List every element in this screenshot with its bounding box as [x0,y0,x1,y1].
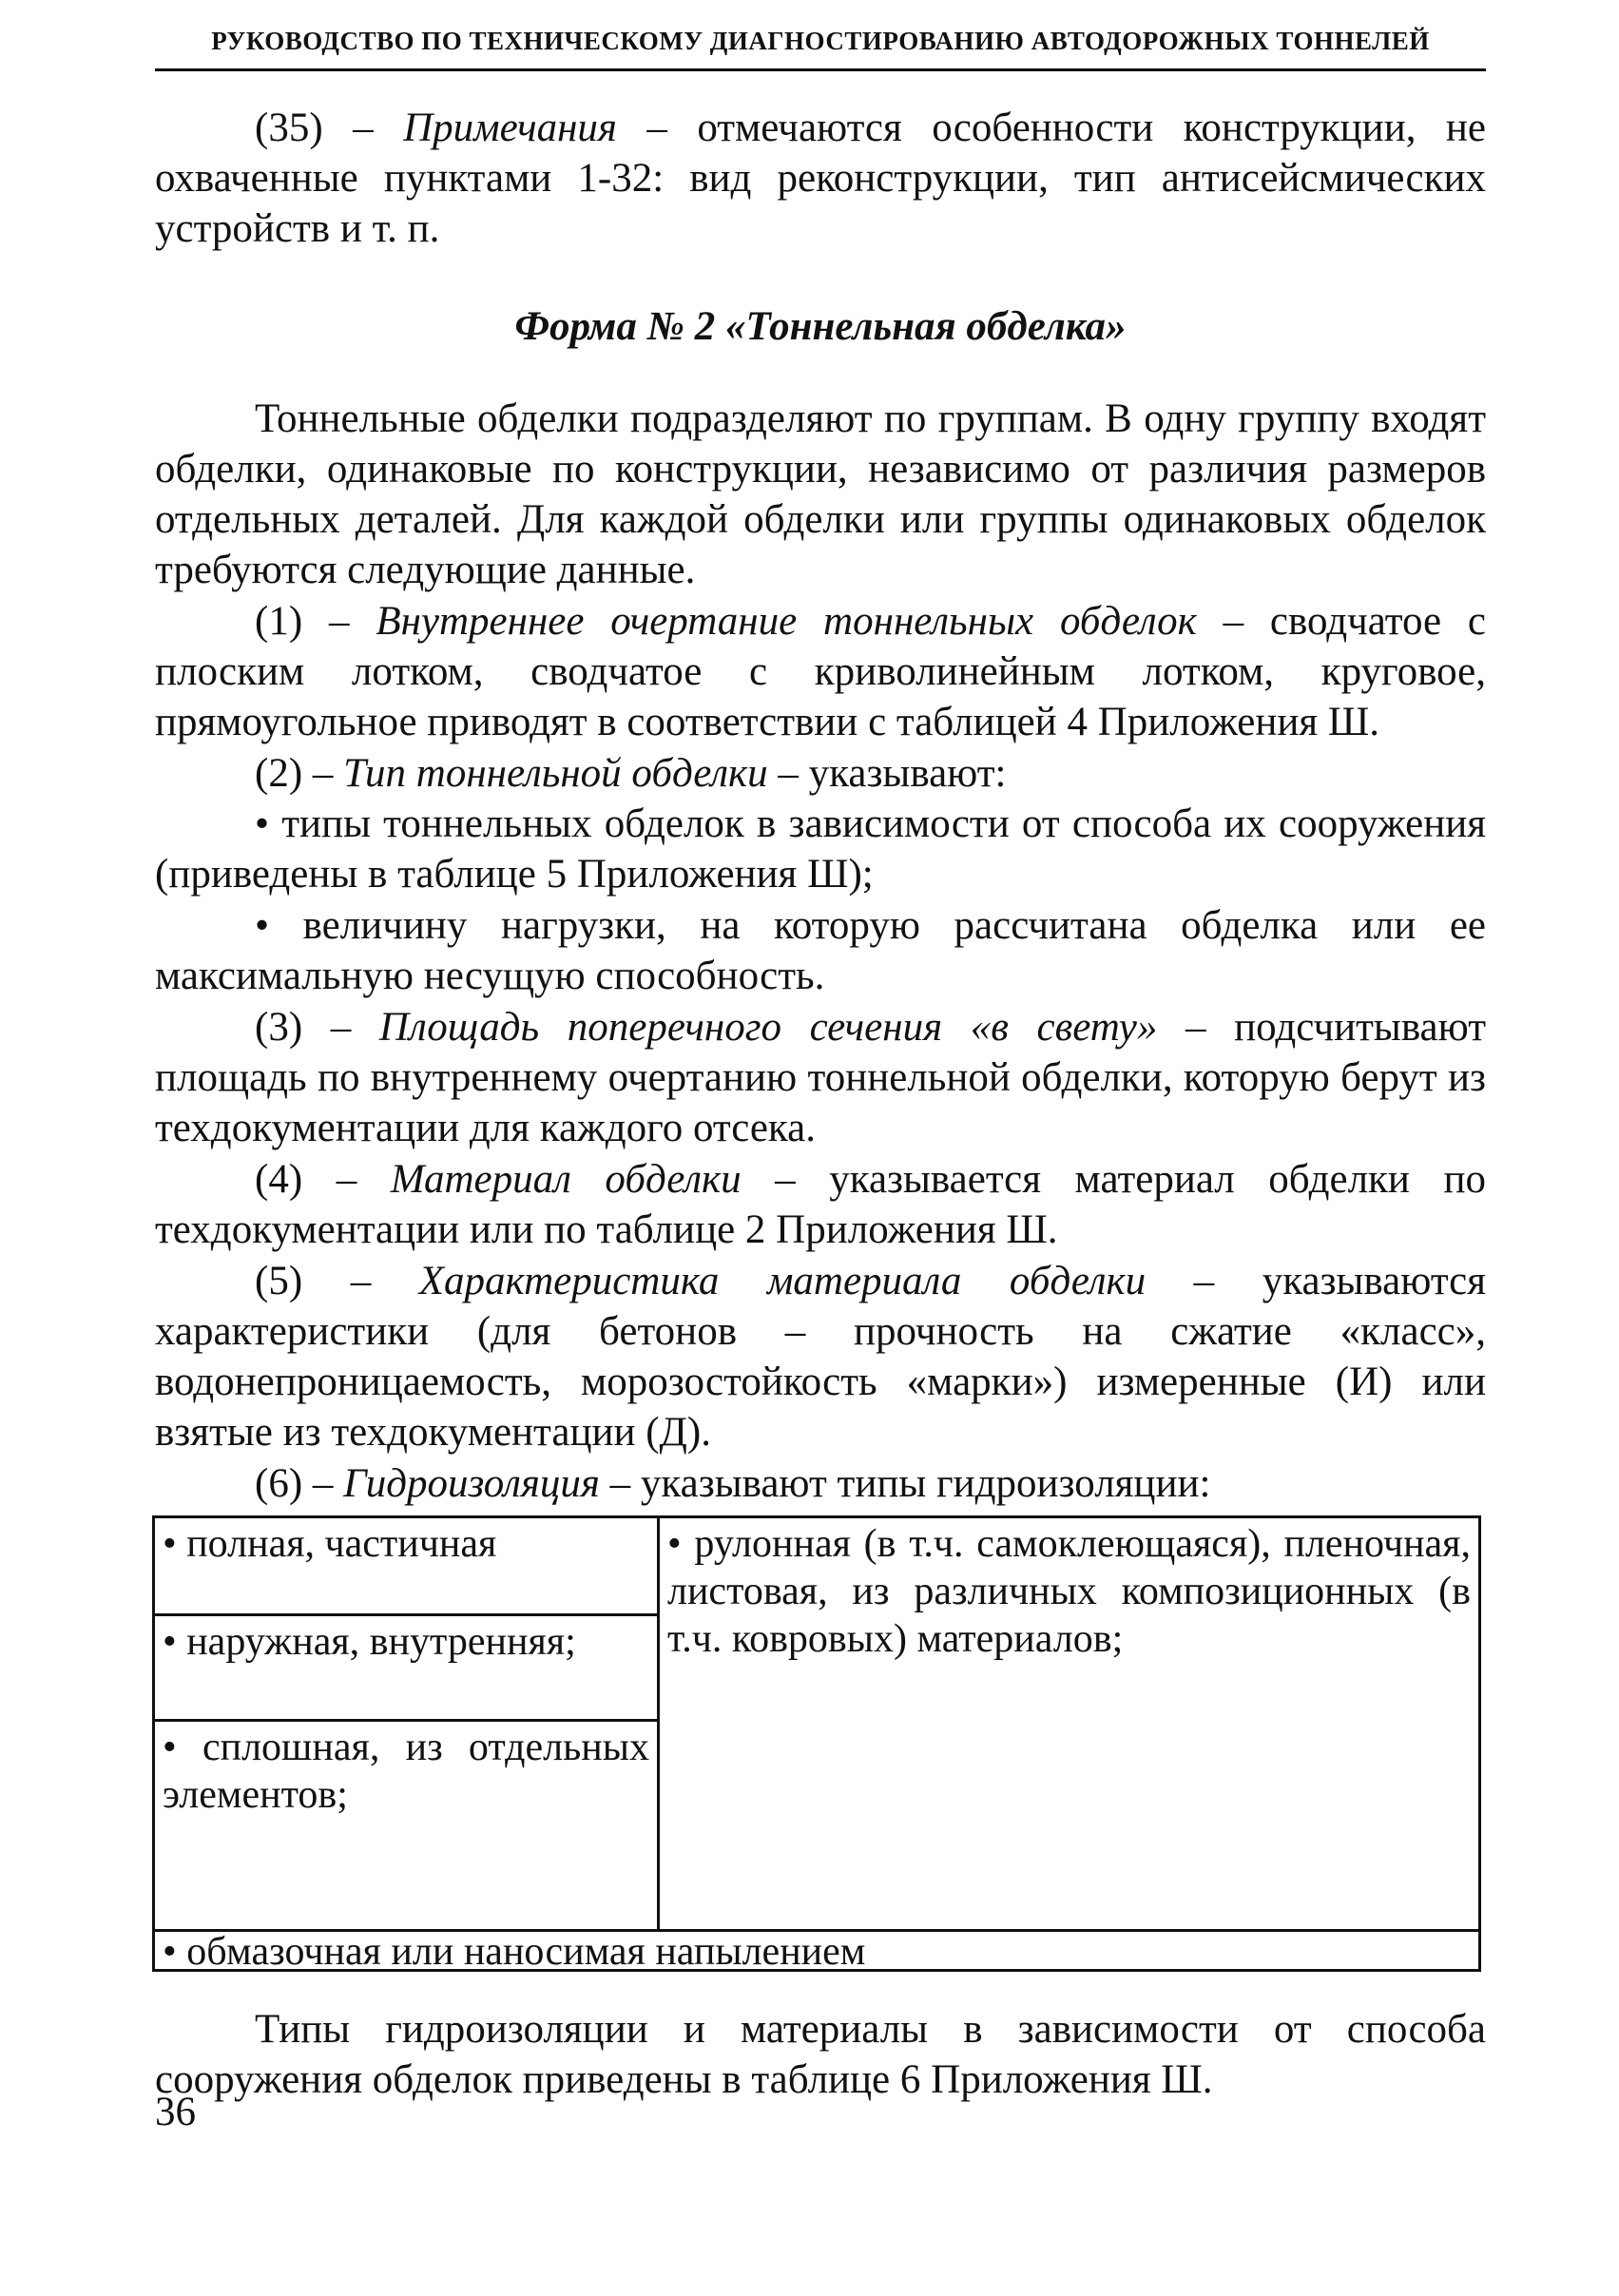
item-term: Тип тоннельной обделки [343,751,768,796]
section-heading: Форма № 2 «Тоннельная обделка» [514,304,1127,349]
item-3-paragraph [155,1002,1486,1153]
item-text: – указываются характеристики (для бетонов – прочность на сжатие «класс», водонепроницаемость, морозостойкость «марки») измеренные (И) или взятые из техдокументации (Д). [155,1259,1486,1455]
item-term: Материал обделки [390,1157,742,1202]
item-number: (4) – [255,1157,391,1202]
item-number: (3) – [255,1005,379,1050]
item-text: – указывают типы гидроизоляции: [599,1461,1211,1506]
page-number: 36 [155,2090,196,2134]
item-number: (1) – [255,599,376,644]
waterproofing-table [152,1515,1481,1972]
item-4-paragraph [155,1154,1486,1255]
item-number: (6) – [255,1461,344,1506]
item-text: – указывается материал обделки по техдокументации или по таблице 2 Приложения Ш. [155,1157,1487,1252]
intro-paragraph: Тоннельные обделки подразделяют по группам. В одну группу входят обделки, одинаковые по конструкции, независимо от различия размеров отдельных деталей. Для каждой обделки или группы одинаковых обделок требуются следующие данные. [155,396,1486,592]
item-number: (35) – [255,106,404,150]
table-cell: • полная, частичная [163,1522,497,1566]
item-term: Примечания [403,106,617,150]
item-text: – сводчатое с плоским лотком, сводчатое с криволинейным лотком, круговое, прямоугольное приводят в соответствии с таблицей 4 Приложения Ш. [155,599,1486,744]
item-5-paragraph [155,1256,1486,1457]
item-1-paragraph [155,596,1486,747]
bullet-item: • типы тоннельных обделок в зависимости от способа их сооружения (приведены в таблице 5 Приложения Ш); [155,801,1486,897]
item-number: (5) – [255,1259,419,1303]
running-header: РУКОВОДСТВО ПО ТЕХНИЧЕСКОМУ ДИАГНОСТИРОВАНИЮ АВТОДОРОЖНЫХ ТОННЕЛЕЙ [211,27,1430,55]
item-term: Площадь поперечного сечения «в свету» [378,1005,1158,1050]
item-text: – подсчитывают площадь по внутреннему очертанию тоннельной обделки, которую берут из техдокументации для каждого отсека. [155,1005,1486,1150]
header-rule [155,68,1486,71]
table-cell: • сплошная, из отдельных элементов; [163,1726,649,1817]
item-text: – отмечаются особенности конструкции, не охваченные пунктами 1-32: вид реконструкции, тип антисейсмических устройств и т. п. [155,106,1487,251]
item-term: Характеристика материала обделки [418,1259,1147,1303]
item-2-paragraph [155,748,1486,799]
after-table-paragraph: Типы гидроизоляции и материалы в зависимости от способа сооружения обделок приведены в таблице 6 Приложения Ш. [155,2007,1486,2102]
bullet-item: • величину нагрузки, на которую рассчитана обделка или ее максимальную несущую способность. [155,903,1486,998]
table-cell: • обмазочная или наносимая напылением [163,1930,866,1974]
item-term: Внутреннее очертание тоннельных обделок [376,599,1197,644]
table-cell: • рулонная (в т.ч. самоклеющаяся), пленочная, листовая, из различных композиционных (в т.ч. ковровых) материалов; [667,1522,1471,1661]
item-number: (2) – [255,751,344,796]
table-cell: • наружная, внутренняя; [163,1620,576,1664]
item-term: Гидроизоляция [343,1461,600,1506]
item-6-paragraph [155,1458,1486,1509]
note-35-paragraph [155,103,1486,254]
item-text: – указывают: [767,751,1007,796]
